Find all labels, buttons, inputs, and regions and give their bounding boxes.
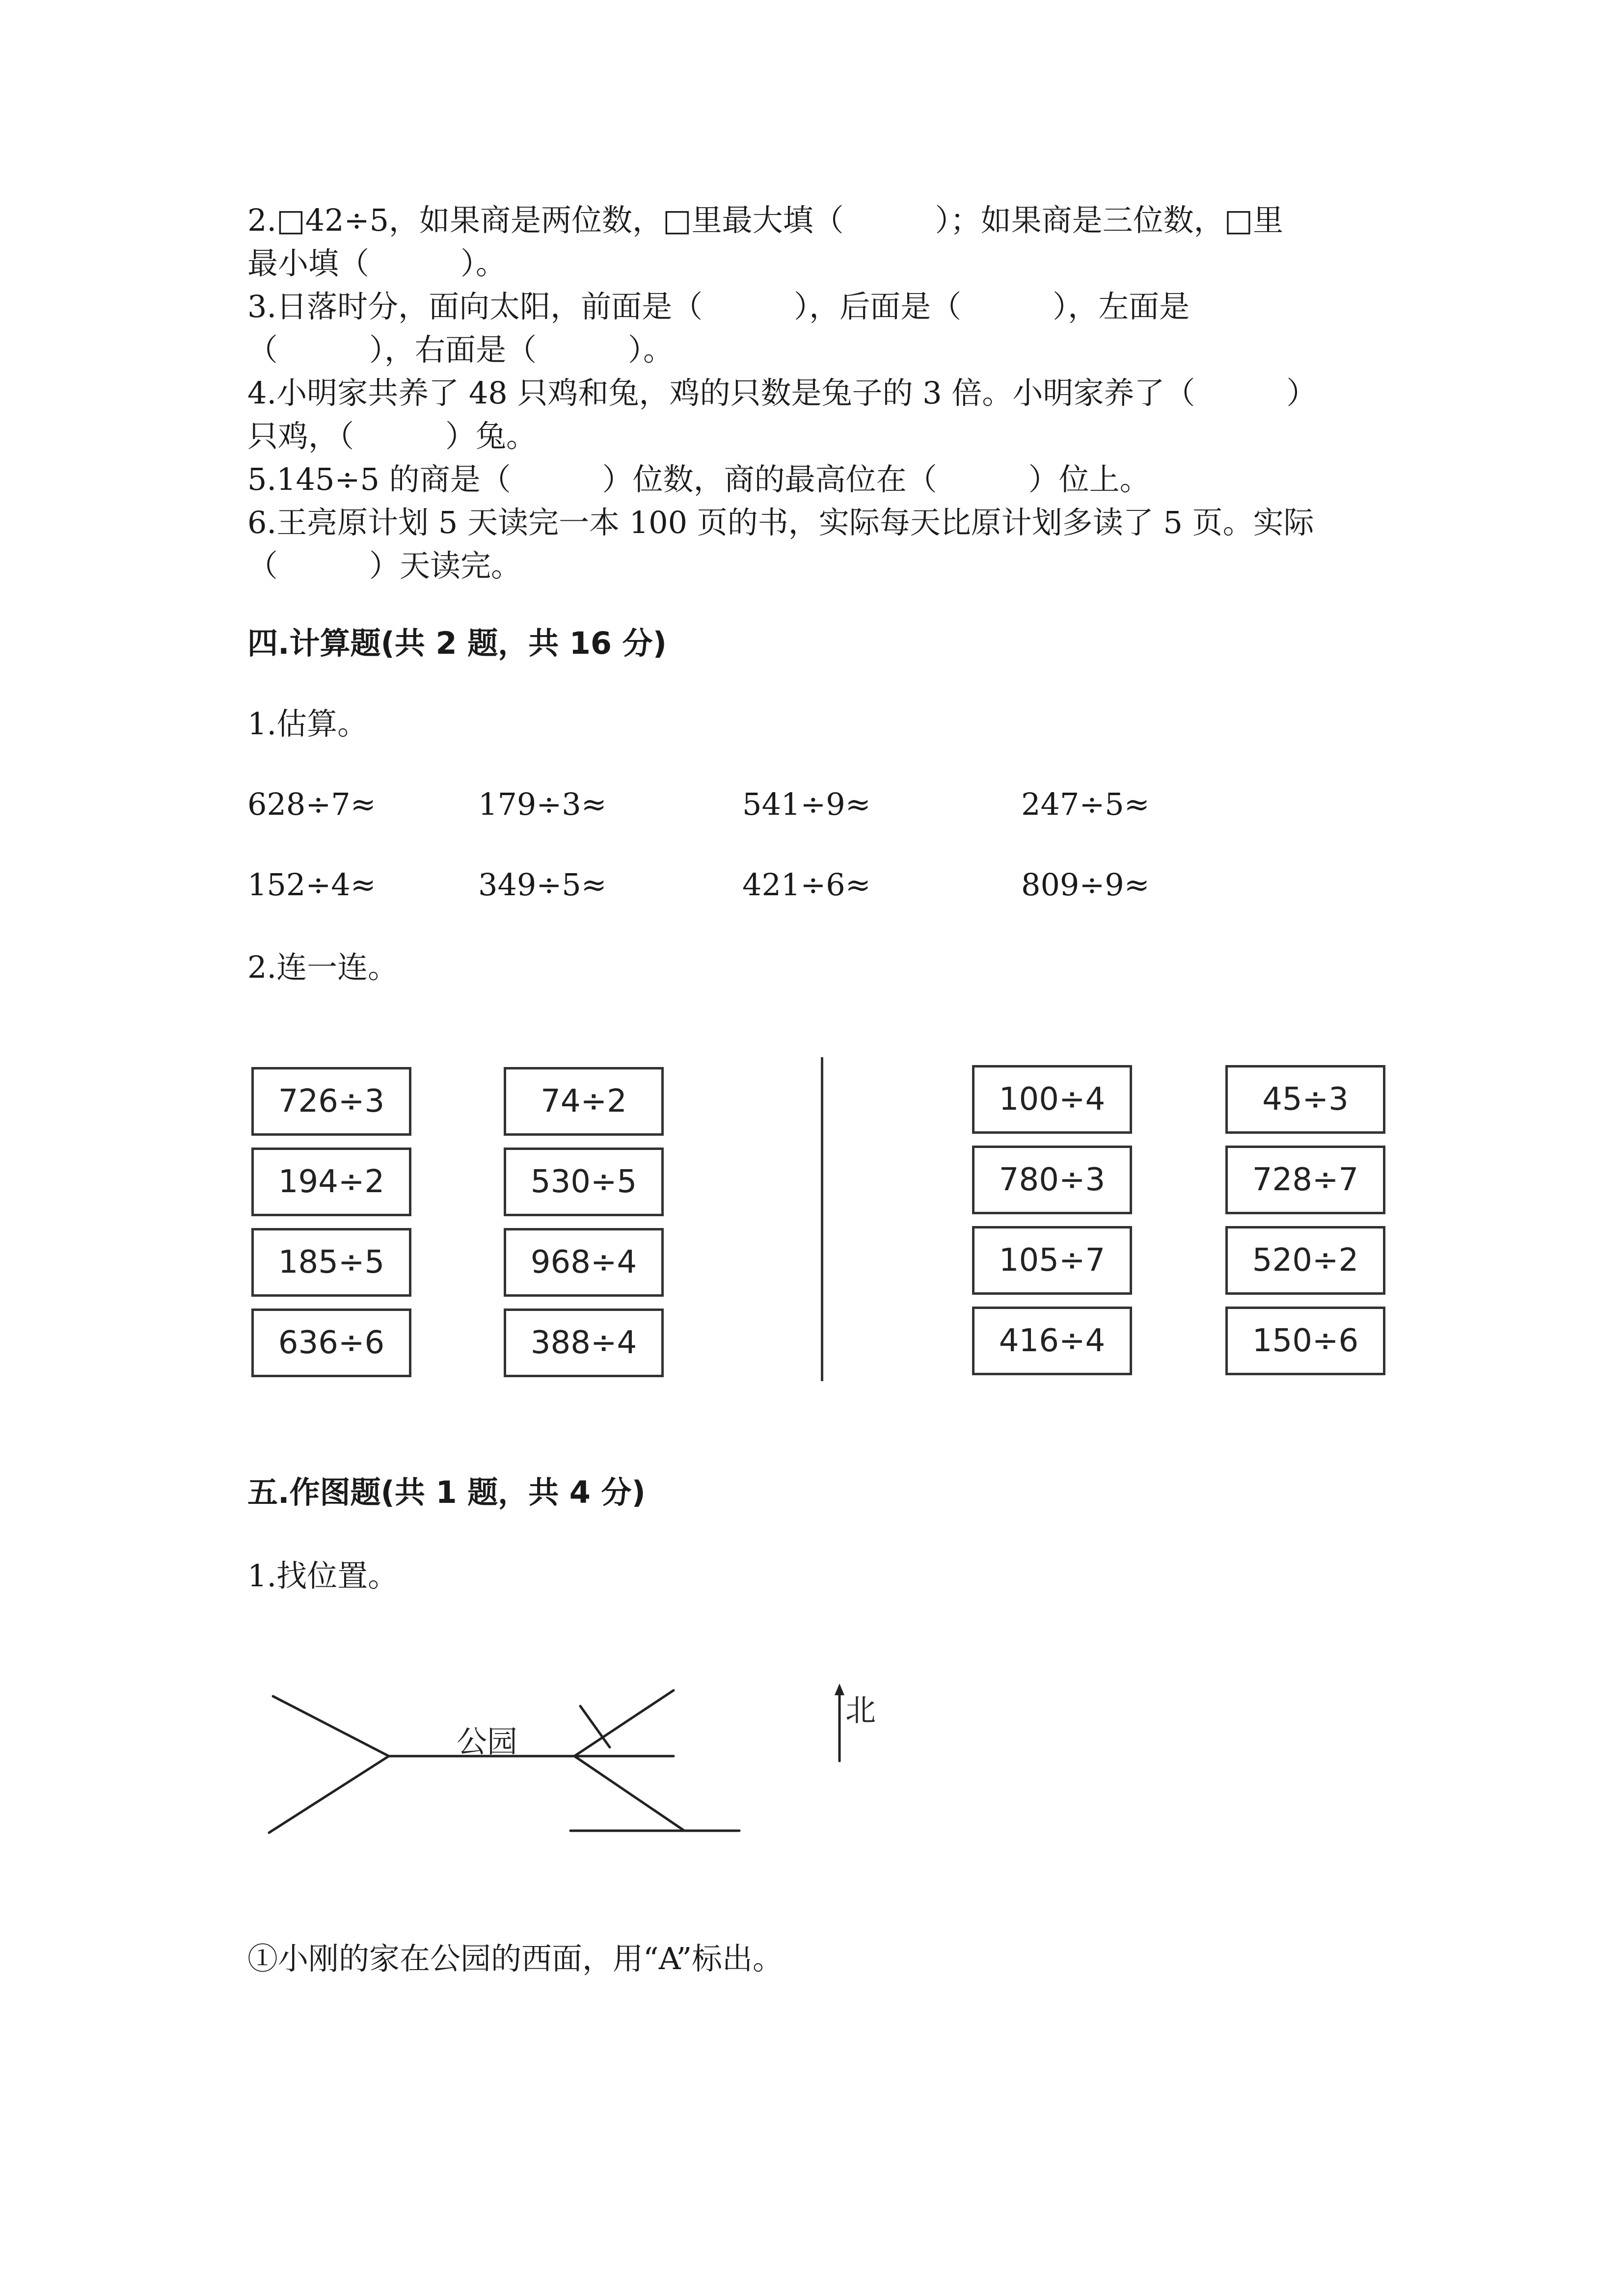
map-road-line (574, 1690, 674, 1756)
estimate-item: 247÷5≈ (1021, 786, 1150, 822)
match-box[interactable]: 780÷3 (972, 1146, 1132, 1214)
match-box[interactable]: 100÷4 (972, 1065, 1132, 1134)
sub-question-1: ①小刚的家在公园的西面，用“A”标出。 (247, 1941, 784, 1976)
match-box[interactable]: 728÷7 (1225, 1146, 1385, 1214)
section-4-heading: 四.计算题(共 2 题，共 16 分) (247, 625, 667, 661)
map-road-line (273, 1696, 389, 1756)
question-2-line-2: 最小填（ ）。 (247, 245, 507, 281)
question-3-line-2: （ ），右面是（ ）。 (247, 332, 674, 368)
map-north-label: 北 (845, 1692, 876, 1728)
match-box[interactable]: 388÷4 (504, 1308, 664, 1377)
match-box[interactable]: 74÷2 (504, 1067, 664, 1136)
question-5-line: 5.145÷5 的商是（ ）位数，商的最高位在（ ）位上。 (247, 461, 1150, 497)
match-box[interactable]: 45÷3 (1225, 1065, 1385, 1134)
matching-question-label: 2.连一连。 (247, 949, 399, 985)
question-3-line-1: 3.日落时分，面向太阳，前面是（ ），后面是（ ），左面是 (247, 289, 1190, 324)
match-box[interactable]: 416÷4 (972, 1307, 1132, 1375)
map-park-label: 公园 (457, 1724, 518, 1760)
matching-divider (821, 1057, 823, 1381)
map-road-line (269, 1756, 389, 1833)
location-map (260, 1679, 947, 1850)
find-position-question-label: 1.找位置。 (247, 1558, 399, 1594)
match-box[interactable]: 968÷4 (504, 1228, 664, 1297)
estimate-item: 421÷6≈ (742, 867, 871, 903)
estimate-question-label: 1.估算。 (247, 706, 368, 742)
question-2-line-1: 2.□42÷5，如果商是两位数，□里最大填（ ）；如果商是三位数，□里 (247, 202, 1284, 238)
map-road-line (574, 1756, 684, 1831)
match-box[interactable]: 194÷2 (251, 1148, 411, 1216)
match-box[interactable]: 150÷6 (1225, 1307, 1385, 1375)
match-box[interactable]: 105÷7 (972, 1226, 1132, 1295)
match-box[interactable]: 520÷2 (1225, 1226, 1385, 1295)
north-arrow-icon (835, 1683, 844, 1695)
match-box[interactable]: 530÷5 (504, 1148, 664, 1216)
match-box[interactable]: 636÷6 (251, 1308, 411, 1377)
estimate-item: 152÷4≈ (247, 867, 376, 903)
estimate-item: 628÷7≈ (247, 786, 376, 822)
section-5-heading: 五.作图题(共 1 题，共 4 分) (247, 1474, 646, 1510)
question-4-line-1: 4.小明家共养了 48 只鸡和兔，鸡的只数是兔子的 3 倍。小明家养了（ ） (247, 375, 1317, 411)
question-6-line-2: （ ）天读完。 (247, 548, 522, 584)
question-4-line-2: 只鸡，（ ）兔。 (247, 418, 537, 454)
estimate-item: 349÷5≈ (478, 867, 607, 903)
estimate-item: 541÷9≈ (742, 786, 871, 822)
match-box[interactable]: 726÷3 (251, 1067, 411, 1136)
match-box[interactable]: 185÷5 (251, 1228, 411, 1297)
estimate-item: 179÷3≈ (478, 786, 607, 822)
question-6-line-1: 6.王亮原计划 5 天读完一本 100 页的书，实际每天比原计划多读了 5 页。实际 (247, 505, 1314, 540)
estimate-item: 809÷9≈ (1021, 867, 1150, 903)
